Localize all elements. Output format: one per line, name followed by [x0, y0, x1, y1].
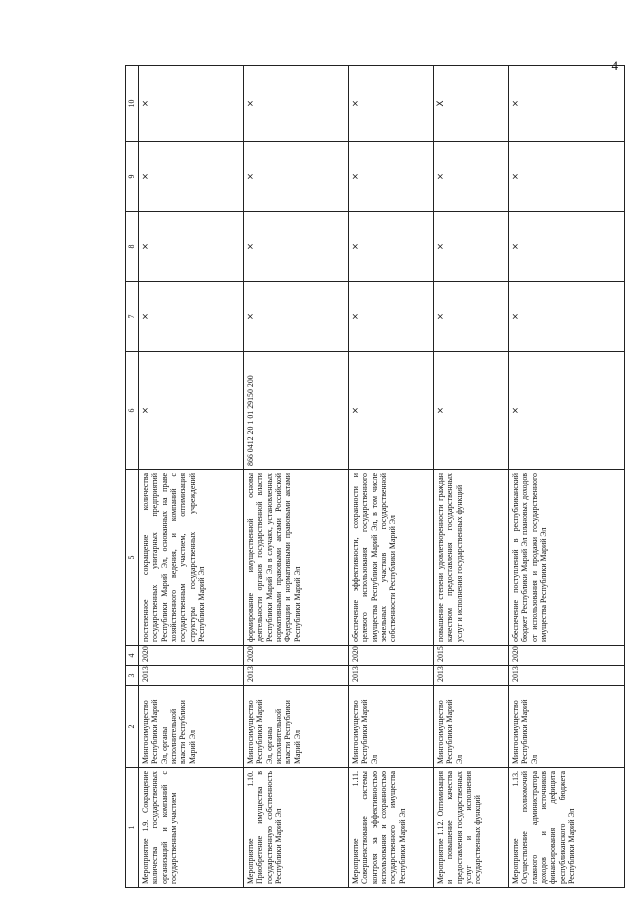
value-cell [139, 142, 244, 212]
end-year: 2020 [139, 646, 244, 666]
value-cell [139, 212, 244, 282]
cell-mark: × [141, 242, 151, 251]
value-cell [349, 282, 434, 352]
value-cell [509, 66, 625, 142]
start-year: 2013 [434, 666, 509, 686]
column-header: 8 [126, 212, 139, 282]
value-cell [349, 66, 434, 142]
value-cell [434, 142, 509, 212]
value-cell [509, 212, 625, 282]
value-cell [349, 142, 434, 212]
responsible-executor: Мингосимущество Республики Марий Эл, органы исполнительной власти Республики Марий Эл [139, 686, 244, 768]
cell-mark: × [511, 99, 521, 108]
budget-code [349, 352, 434, 470]
column-header: 2 [126, 686, 139, 768]
activities-table [125, 65, 625, 888]
cell-mark: × [436, 172, 446, 181]
table-row [509, 66, 625, 888]
responsible-executor: Мингосимущество Республики Марий Эл [434, 686, 509, 768]
budget-code [434, 352, 509, 470]
cell-mark: × [436, 312, 446, 321]
cell-mark: × [511, 406, 521, 415]
value-cell [139, 282, 244, 352]
start-year: 2013 [509, 666, 625, 686]
value-cell [349, 212, 434, 282]
cell-mark: × [141, 406, 151, 415]
start-year: 2013 [244, 666, 349, 686]
budget-code [509, 352, 625, 470]
cell-mark: × [436, 242, 446, 251]
expected-result: формирование имущественной основы деятельности органов государственной власти Республики Марий Эл в случаях, установленных нормативными правовыми актами Российской Федерации и нормативными правовыми актами Республики Марий Эл [244, 470, 349, 646]
budget-code: 866 0412 20 1 01 29150 200 [244, 352, 349, 470]
end-year: 2020 [244, 646, 349, 666]
value-cell [434, 282, 509, 352]
cell-mark: × [141, 312, 151, 321]
responsible-executor: Мингосимущество Республики Марий Эл, органы исполнительной власти Республики Марий Эл [244, 686, 349, 768]
activity-name: Мероприятие 1.13. Осуществление полномочий главного администратора доходов и источников финансирования дефицита республиканского бюджета Республики Марий Эл [509, 768, 625, 888]
start-year: 2013 [139, 666, 244, 686]
column-header: 7 [126, 282, 139, 352]
table-row [139, 66, 244, 888]
value-cell [244, 66, 349, 142]
cell-mark: × [351, 406, 361, 415]
responsible-executor: Мингосимущество Республики Марий Эл [509, 686, 625, 768]
header-row [126, 66, 139, 888]
cell-mark: × [351, 242, 361, 251]
cell-mark: × [511, 242, 521, 251]
column-header: 3 [126, 666, 139, 686]
responsible-executor: Мингосимущество Республики Марий Эл [349, 686, 434, 768]
cell-mark: × [141, 172, 151, 181]
value-cell [139, 66, 244, 142]
rotated-table-wrapper [125, 66, 625, 888]
activity-name: Мероприятие 1.10. Приобретение имущества в государственную собственность Республики Марий Эл [244, 768, 349, 888]
cell-mark: × [246, 172, 256, 181]
column-header: 1 [126, 768, 139, 888]
cell-mark: × [436, 406, 446, 415]
table-row [244, 66, 349, 888]
budget-code [139, 352, 244, 470]
value-cell [434, 212, 509, 282]
column-header: 5 [126, 470, 139, 646]
expected-result: обеспечение поступлений в республиканский бюджет Республики Марий Эл плановых доходов от использования и продажи государственного имущества Республики Марий Эл [509, 470, 625, 646]
value-cell [244, 142, 349, 212]
end-year: 2020 [509, 646, 625, 666]
cell-mark: × [141, 99, 151, 108]
value-cell [434, 66, 509, 142]
cell-mark: × [351, 99, 361, 108]
activity-name: Мероприятие 1.9. Сокращение количества государственных организаций и компаний с государственным участием [139, 768, 244, 888]
start-year: 2013 [349, 666, 434, 686]
value-cell [509, 142, 625, 212]
cell-mark: × [351, 312, 361, 321]
activity-name: Мероприятие 1.12. Оптимизация и повышение качества предоставления государственных услуг и исполнения государственных функций [434, 768, 509, 888]
cell-mark: × [246, 242, 256, 251]
value-cell [509, 282, 625, 352]
cell-mark: × [246, 312, 256, 321]
value-cell [244, 212, 349, 282]
cell-mark: × [511, 172, 521, 181]
cell-mark: × [511, 312, 521, 321]
expected-result: повышение степени удовлетворенности граждан качеством предоставления государственных услуг и исполнения государственных функций [434, 470, 509, 646]
table-row [349, 66, 434, 888]
column-header: 9 [126, 142, 139, 212]
cell-mark: × [351, 172, 361, 181]
value-cell [244, 282, 349, 352]
page-number: 4 [611, 58, 618, 73]
table-row [434, 66, 509, 888]
expected-result: обеспечение эффективности, сохранности и целевого использования государственного имущества Республики Марий Эл, в том числе земельных участков государственной собственности Республики Марий Эл [349, 470, 434, 646]
expected-result: постепенное сокращение количества государственных унитарных предприятий Республики Марий Эл, основанных на праве хозяйственного ведения, и компаний с государственным участием, оптимизация структуры государственных учреждений Республики Марий Эл [139, 470, 244, 646]
column-header: 6 [126, 352, 139, 470]
column-header: 10 [126, 66, 139, 142]
end-year: 2015 [434, 646, 509, 666]
end-year: 2020 [349, 646, 434, 666]
cell-mark: X [436, 100, 446, 107]
column-header: 4 [126, 646, 139, 666]
activity-name: Мероприятие 1.11. Совершенствование системы контроля за эффективностью использования и сохранностью государственного имущества Республики Марий Эл [349, 768, 434, 888]
cell-mark: × [246, 99, 256, 108]
